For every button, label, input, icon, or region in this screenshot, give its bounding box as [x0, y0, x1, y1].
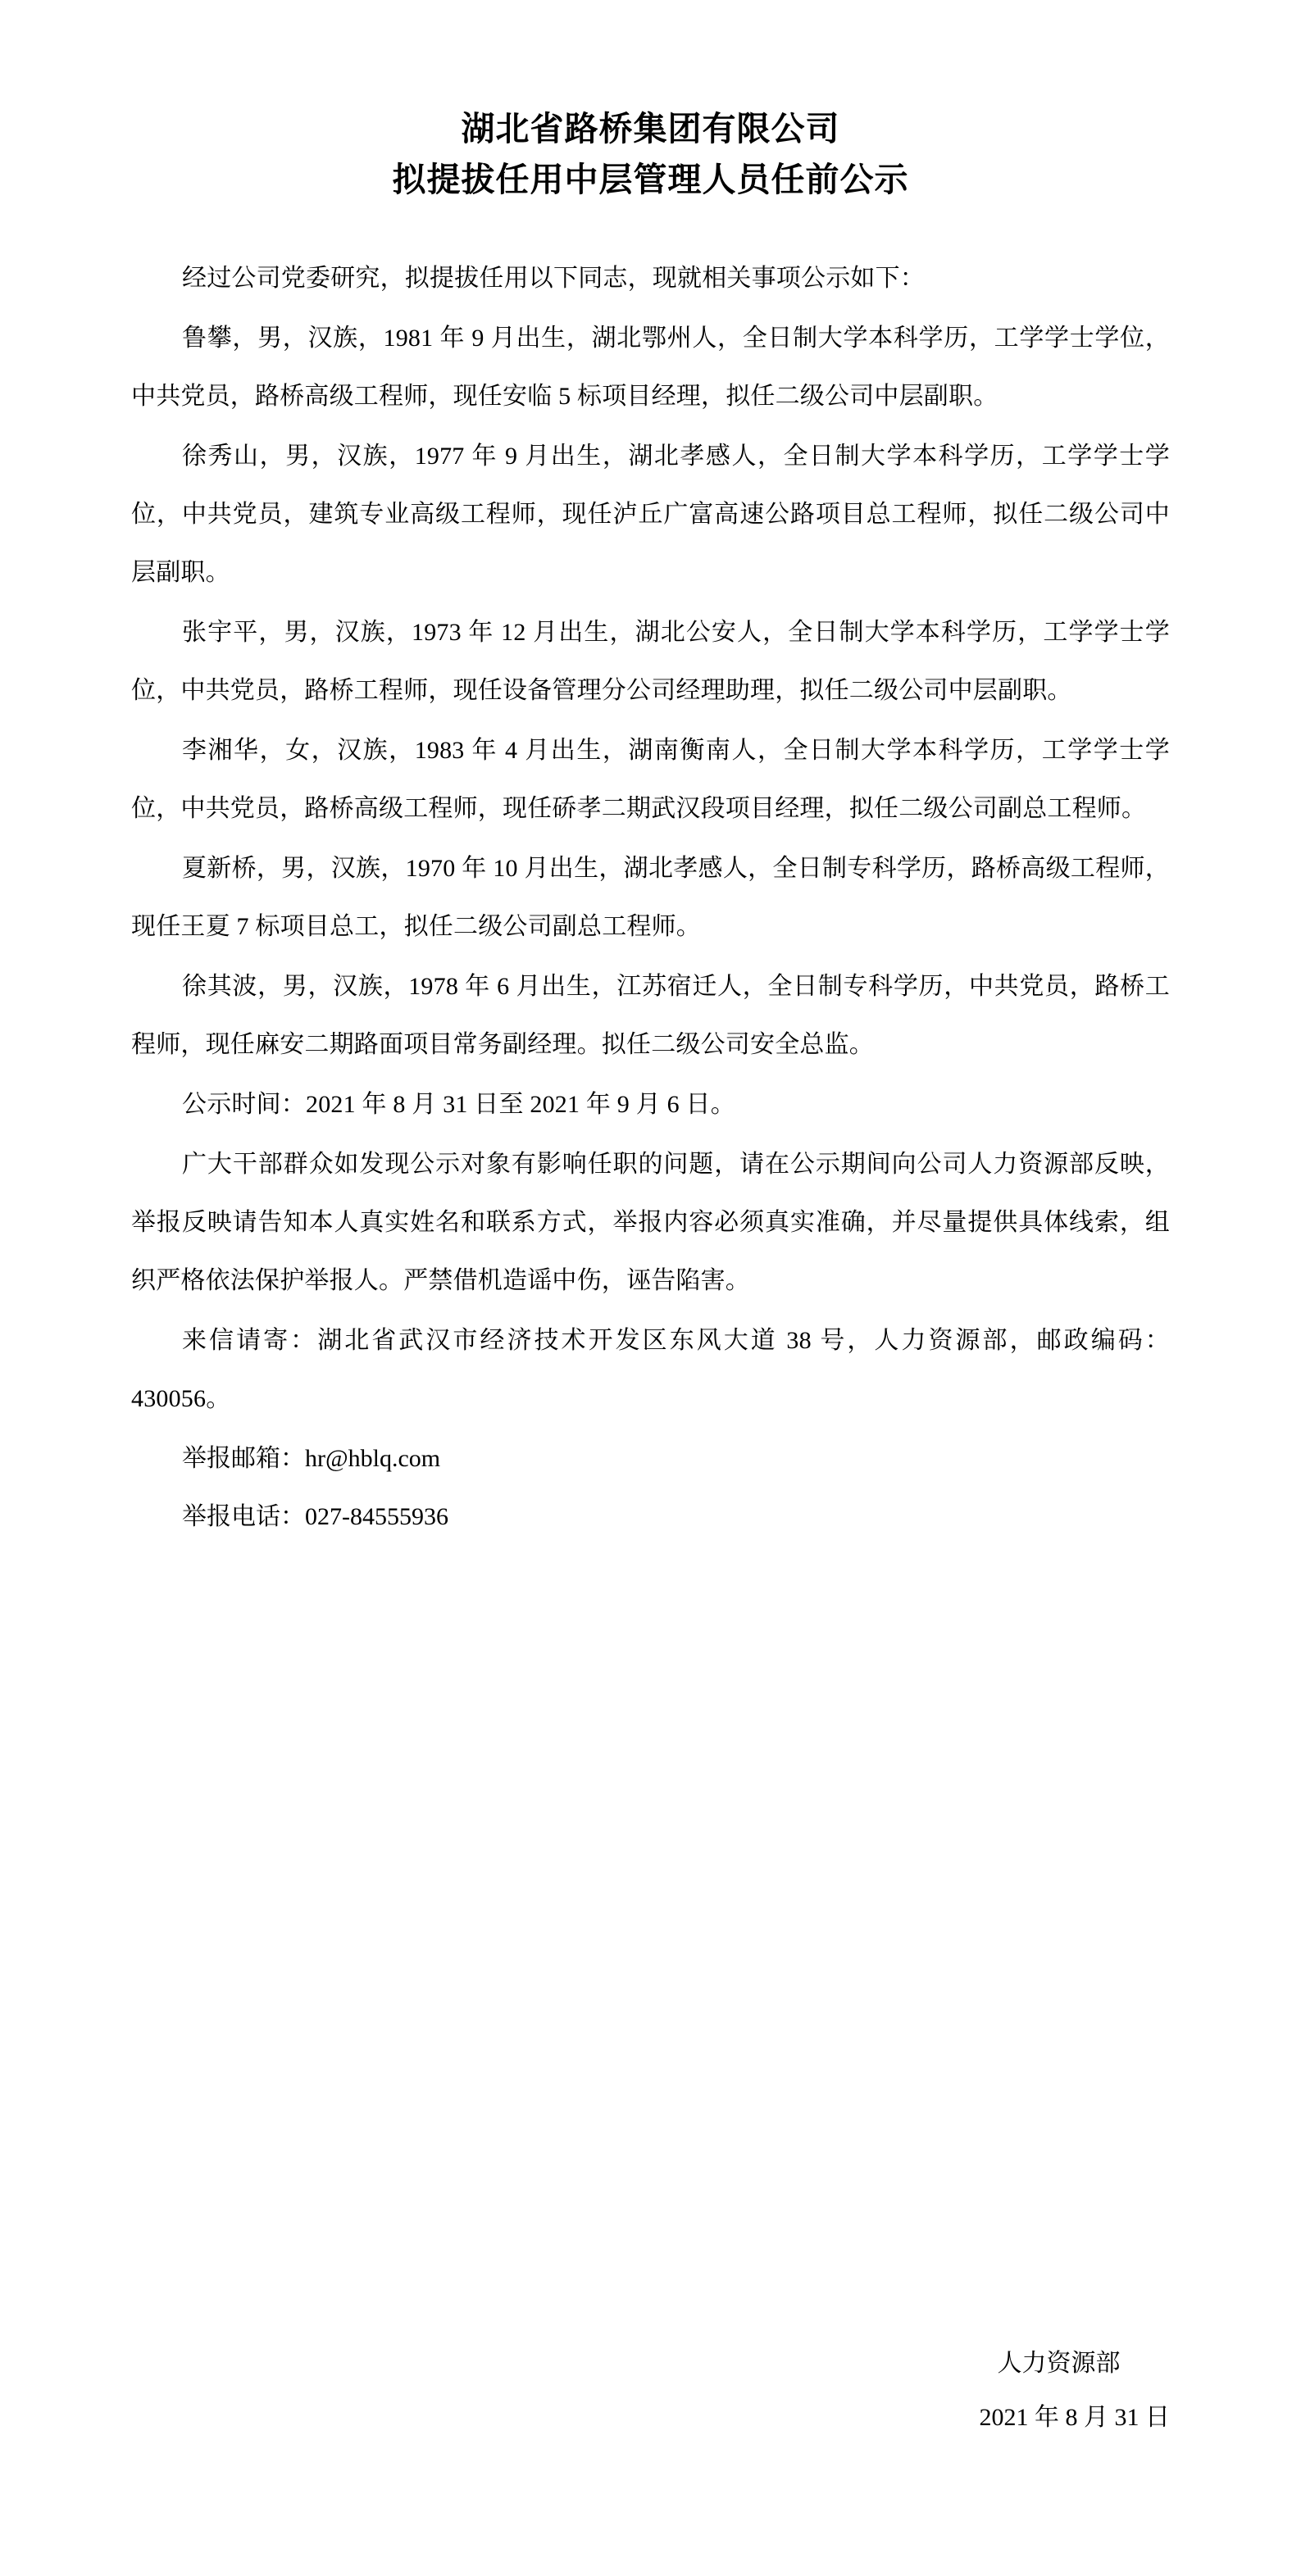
candidate-paragraph-5: 夏新桥，男，汉族，1970 年 10 月出生，湖北孝感人，全日制专科学历，路桥高级工程师，现任王夏 7 标项目总工，拟任二级公司副总工程师。: [131, 855, 1170, 940]
notice-period-paragraph: 公示时间：2021 年 8 月 31 日至 2021 年 9 月 6 日。: [182, 1091, 735, 1118]
signature-date: 2021 年 8 月 31 日: [979, 2404, 1170, 2431]
report-email-line: 举报邮箱：hr@hblq.com: [182, 1445, 441, 1472]
signature-block: [980, 2337, 1171, 2445]
candidate-paragraph-6: 徐其波，男，汉族，1978 年 6 月出生，江苏宿迁人，全日制专科学历，中共党员，路桥工程师，现任麻安二期路面项目常务副经理。拟任二级公司安全总监。: [131, 973, 1170, 1058]
candidate-paragraph-1: 鲁攀，男，汉族，1981 年 9 月出生，湖北鄂州人，全日制大学本科学历，工学学士学位，中共党员，路桥高级工程师，现任安临 5 标项目经理，拟任二级公司中层副职。: [131, 325, 1170, 410]
candidate-paragraph-2: 徐秀山，男，汉族，1977 年 9 月出生，湖北孝感人，全日制大学本科学历，工学学士学位，中共党员，建筑专业高级工程师，现任泸丘广富高速公路项目总工程师，拟任二级公司中层副职。: [131, 443, 1170, 586]
signature-department: 人力资源部: [997, 2350, 1121, 2377]
page-title-line-1: 湖北省路桥集团有限公司: [461, 110, 840, 148]
page-title: [131, 103, 1170, 205]
page-title-line-2: 拟提拔任用中层管理人员任前公示: [392, 161, 909, 198]
report-instructions-paragraph: 广大干部群众如发现公示对象有影响任职的问题，请在公示期间向公司人力资源部反映，举报反映请告知本人真实姓名和联系方式，举报内容必须真实准确，并尽量提供具体线索，组织严格依法保护举报人。严禁借机造谣中伤，诬告陷害。: [131, 1151, 1170, 1294]
intro-paragraph: 经过公司党委研究，拟提拔任用以下同志，现就相关事项公示如下：: [182, 265, 925, 292]
report-phone-line: 举报电话：027-84555936: [182, 1503, 448, 1530]
candidate-paragraph-4: 李湘华，女，汉族，1983 年 4 月出生，湖南衡南人，全日制大学本科学历，工学学士学位，中共党员，路桥高级工程师，现任硚孝二期武汉段项目经理，拟任二级公司副总工程师。: [131, 737, 1170, 822]
mail-address-paragraph: 来信请寄：湖北省武汉市经济技术开发区东风大道 38 号，人力资源部，邮政编码：430056。: [131, 1327, 1170, 1412]
document-body: [131, 249, 1170, 1546]
candidate-paragraph-3: 张宇平，男，汉族，1973 年 12 月出生，湖北公安人，全日制大学本科学历，工学学士学位，中共党员，路桥工程师，现任设备管理分公司经理助理，拟任二级公司中层副职。: [131, 619, 1170, 704]
